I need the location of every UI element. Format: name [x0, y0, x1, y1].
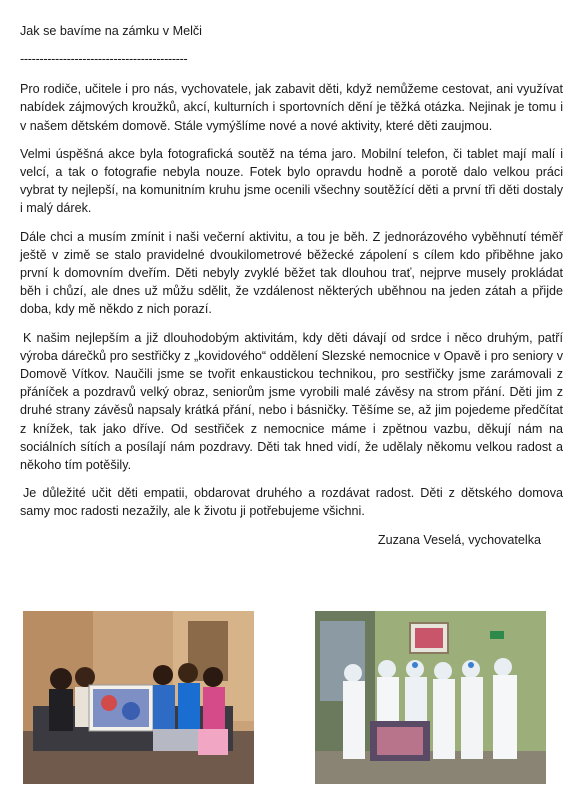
- paragraph-running: Dále chci a musím zmínit i naši večerní aktivitu, a tou je běh. Z jednorázového vyběhnutí téměř ještě v zimě se stalo pravidelné dvoukilometrové běžecké zápolení s cílem kdo přiběhne jako první k domovním dveřím. Děti nebyly zvyklé běžet tak dlouhou trať, nejprve musely prokládat běh i chůzí, ale dnes už můžu sdělit, že vzdálenost některých uběhnou na jeden zátah a přijde doba, kdy mě někdo z nich porazí.: [20, 229, 563, 317]
- separator-line: -------------------------------------------: [20, 52, 188, 67]
- nurses-in-protective-suits-photo: [315, 611, 546, 784]
- group-of-children-photo: [23, 611, 254, 784]
- paragraph-empathy: Je důležité učit děti empatii, obdarovat druhého a rozdávat radost. Děti z dětského domova samy moc radosti nezažily, ale k životu ji potřebujeme všichni.: [20, 486, 563, 519]
- article-title: Jak se bavíme na zámku v Melči: [20, 24, 202, 38]
- article-body: [20, 22, 563, 549]
- paragraph-intro: Pro rodiče, učitele i pro nás, vychovatele, jak zabavit děti, když nemůžeme cestovat, ani využívat nabídek zájmových kroužků, akcí, kulturních i sportovních dění je těžká otázka. Nejinak je tomu i v našem dětském domově. Stále vymýšlíme nové a nové aktivity, které děti zaujmou.: [20, 82, 563, 133]
- paragraph-gifts: K našim nejlepším a již dlouhodobým aktivitám, kdy děti dávají od srdce i něco druhým, patří výroba dárečků pro sestřičky z „kovidového“ oddělení Slezské nemocnice v Opavě i pro seniory v Domově Vítkov. Naučili jsme se tvořit enkaustickou technikou, pro sestřičky jsme zarámovali z přáníček a pozdravů velký obraz, seniorům jsme vyrobili malé závěsy na strom přání. Děti jim z druhé strany závěsů napsaly krátká přání, nebo i básničky. Těšíme se, až jim pojedeme předčítat z knížek, tak jako dříve. Od sestřiček z nemocnice máme i zpětnou vazbu, děkují nám na sociálních sítích a posílají nám pozdravy. Děti tak hned vidí, že udělaly někomu velkou radost a někoho tím potěšily.: [20, 330, 563, 473]
- author-signature: Zuzana Veselá, vychovatelka: [377, 532, 541, 547]
- paragraph-photo-contest: Velmi úspěšná akce byla fotografická soutěž na téma jaro. Mobilní telefon, či tablet mají malí i velcí, a tak o fotografie nebyla nouze. Fotek bylo opravdu hodně a porotě dalo velkou práci vybrat ty nejlepší, na komunitním kruhu jsme ocenili všechny soutěžící děti a první tři děti dostaly i malý dárek.: [20, 146, 563, 216]
